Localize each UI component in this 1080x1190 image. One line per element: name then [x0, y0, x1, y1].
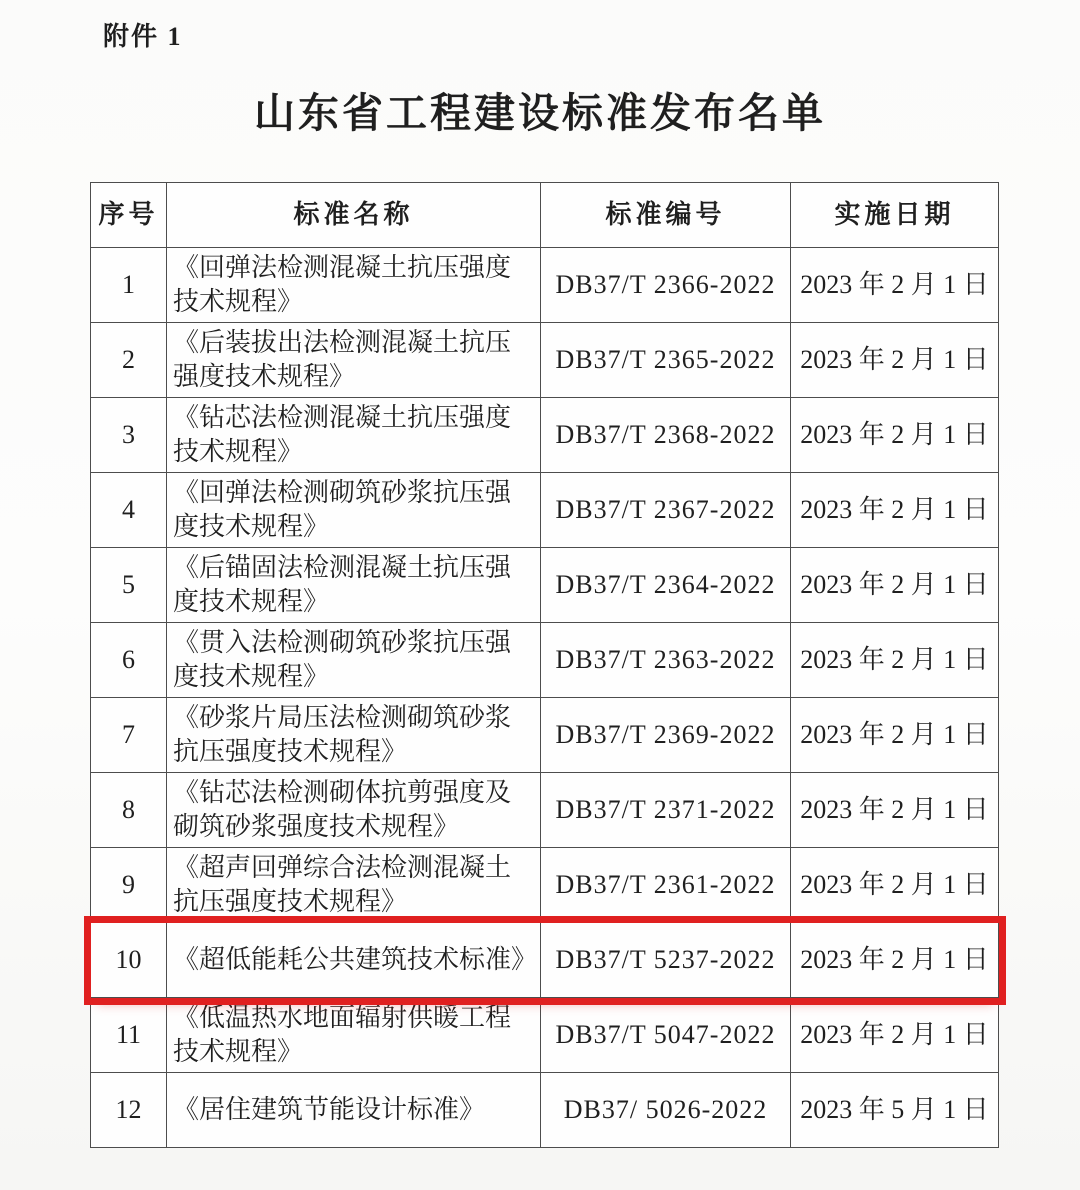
- row-serial-number: 4: [91, 473, 167, 548]
- header-implementation-date: 实施日期: [791, 183, 999, 248]
- row-implementation-date: 2023 年 2 月 1 日: [791, 998, 999, 1073]
- table-row: [91, 473, 999, 548]
- table-row: [91, 998, 999, 1073]
- row-implementation-date: 2023 年 2 月 1 日: [791, 323, 999, 398]
- header-serial-number: 序号: [91, 183, 167, 248]
- row-standard-code: DB37/T 2364-2022: [541, 548, 791, 623]
- row-standard-name: 《钻芯法检测混凝土抗压强度技术规程》: [167, 398, 541, 473]
- row-standard-code: DB37/T 2367-2022: [541, 473, 791, 548]
- row-serial-number: 11: [91, 998, 167, 1073]
- table-row: [91, 698, 999, 773]
- row-standard-name: 《回弹法检测混凝土抗压强度技术规程》: [167, 248, 541, 323]
- row-standard-code: DB37/T 5237-2022: [541, 923, 791, 998]
- row-serial-number: 1: [91, 248, 167, 323]
- row-serial-number: 6: [91, 623, 167, 698]
- row-implementation-date: 2023 年 2 月 1 日: [791, 623, 999, 698]
- row-standard-code: DB37/T 5047-2022: [541, 998, 791, 1073]
- table-row-highlighted: [91, 923, 999, 998]
- row-implementation-date: 2023 年 2 月 1 日: [791, 398, 999, 473]
- row-standard-name: 《回弹法检测砌筑砂浆抗压强度技术规程》: [167, 473, 541, 548]
- table-row: [91, 548, 999, 623]
- table-row: [91, 848, 999, 923]
- row-standard-name: 《超声回弹综合法检测混凝土抗压强度技术规程》: [167, 848, 541, 923]
- row-serial-number: 7: [91, 698, 167, 773]
- row-standard-code: DB37/T 2369-2022: [541, 698, 791, 773]
- row-standard-code: DB37/T 2371-2022: [541, 773, 791, 848]
- row-standard-name: 《后锚固法检测混凝土抗压强度技术规程》: [167, 548, 541, 623]
- table-row: [91, 248, 999, 323]
- row-serial-number: 2: [91, 323, 167, 398]
- row-implementation-date: 2023 年 2 月 1 日: [791, 923, 999, 998]
- row-standard-name: 《砂浆片局压法检测砌筑砂浆抗压强度技术规程》: [167, 698, 541, 773]
- standards-table: [90, 182, 999, 1148]
- row-standard-code: DB37/T 2363-2022: [541, 623, 791, 698]
- table-row: [91, 1073, 999, 1148]
- row-serial-number: 10: [91, 923, 167, 998]
- table-header-row: [91, 183, 999, 248]
- row-standard-code: DB37/ 5026-2022: [541, 1073, 791, 1148]
- table-row: [91, 773, 999, 848]
- row-standard-code: DB37/T 2365-2022: [541, 323, 791, 398]
- table-row: [91, 623, 999, 698]
- header-standard-name: 标准名称: [167, 183, 541, 248]
- row-serial-number: 9: [91, 848, 167, 923]
- row-serial-number: 12: [91, 1073, 167, 1148]
- row-standard-name: 《超低能耗公共建筑技术标准》: [167, 923, 541, 998]
- row-standard-name: 《居住建筑节能设计标准》: [167, 1073, 541, 1148]
- row-serial-number: 3: [91, 398, 167, 473]
- row-implementation-date: 2023 年 2 月 1 日: [791, 248, 999, 323]
- row-standard-name: 《后装拔出法检测混凝土抗压强度技术规程》: [167, 323, 541, 398]
- row-standard-name: 《低温热水地面辐射供暖工程技术规程》: [167, 998, 541, 1073]
- row-implementation-date: 2023 年 2 月 1 日: [791, 848, 999, 923]
- table-row: [91, 398, 999, 473]
- row-standard-code: DB37/T 2366-2022: [541, 248, 791, 323]
- row-implementation-date: 2023 年 5 月 1 日: [791, 1073, 999, 1148]
- table-body: [91, 248, 999, 1148]
- attachment-label: 附件 1: [103, 22, 183, 51]
- row-implementation-date: 2023 年 2 月 1 日: [791, 473, 999, 548]
- row-implementation-date: 2023 年 2 月 1 日: [791, 773, 999, 848]
- page-title: 山东省工程建设标准发布名单: [254, 90, 826, 136]
- header-standard-code: 标准编号: [541, 183, 791, 248]
- row-standard-name: 《钻芯法检测砌体抗剪强度及砌筑砂浆强度技术规程》: [167, 773, 541, 848]
- row-standard-code: DB37/T 2368-2022: [541, 398, 791, 473]
- row-implementation-date: 2023 年 2 月 1 日: [791, 698, 999, 773]
- row-standard-name: 《贯入法检测砌筑砂浆抗压强度技术规程》: [167, 623, 541, 698]
- row-serial-number: 5: [91, 548, 167, 623]
- table-row: [91, 323, 999, 398]
- row-standard-code: DB37/T 2361-2022: [541, 848, 791, 923]
- row-serial-number: 8: [91, 773, 167, 848]
- row-implementation-date: 2023 年 2 月 1 日: [791, 548, 999, 623]
